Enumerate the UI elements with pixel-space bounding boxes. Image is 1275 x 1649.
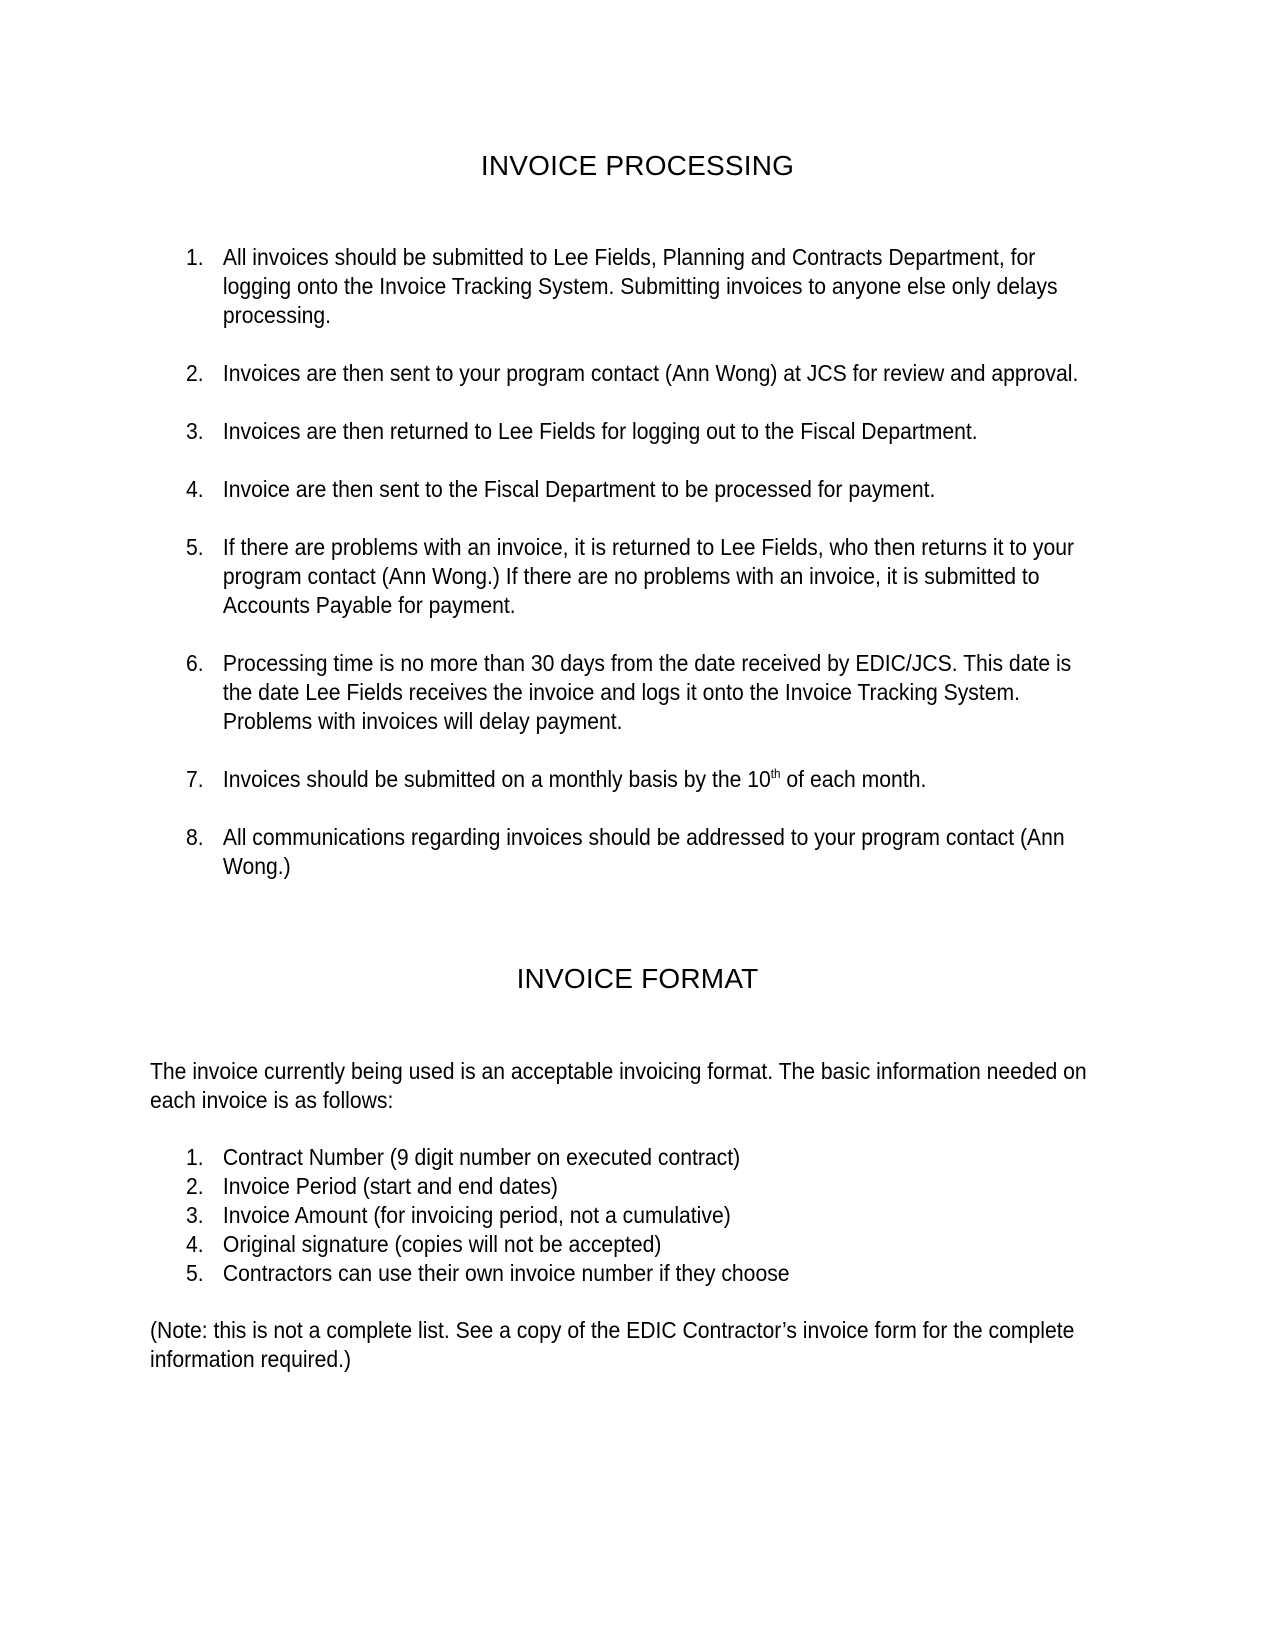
step-number: 7. bbox=[186, 766, 204, 792]
field-number: 5. bbox=[186, 1260, 204, 1286]
processing-step bbox=[186, 359, 1086, 388]
step-text-after: of each month. bbox=[780, 766, 927, 792]
processing-step bbox=[186, 823, 1086, 881]
processing-step bbox=[186, 533, 1086, 620]
step-text: Processing time is no more than 30 days from the date received by EDIC/JCS. This date is the date Lee Fields receives the invoice and logs it onto the Invoice Tracking System. Problems with invoices will delay payment. bbox=[222, 650, 1072, 734]
step-number: 6. bbox=[186, 650, 204, 676]
step-number: 5. bbox=[186, 534, 204, 560]
field-text: Original signature (copies will not be accepted) bbox=[222, 1231, 662, 1257]
field-number: 4. bbox=[186, 1231, 204, 1257]
step-text: Invoices are then sent to your program contact (Ann Wong) at JCS for review and approval. bbox=[222, 360, 1079, 386]
required-field bbox=[186, 1201, 1086, 1230]
field-number: 1. bbox=[186, 1144, 204, 1170]
invoice-format-note: (Note: this is not a complete list. See a copy of the EDIC Contractor’s invoice form for the complete information required.) bbox=[150, 1317, 1075, 1372]
required-field bbox=[186, 1172, 1086, 1201]
step-text: Invoice are then sent to the Fiscal Department to be processed for payment. bbox=[222, 476, 936, 502]
processing-step bbox=[186, 417, 1086, 446]
step-number: 3. bbox=[186, 418, 204, 444]
step-number: 1. bbox=[186, 244, 204, 270]
processing-step bbox=[186, 243, 1086, 330]
field-number: 2. bbox=[186, 1173, 204, 1199]
field-number: 3. bbox=[186, 1202, 204, 1228]
processing-step bbox=[186, 649, 1086, 736]
processing-step bbox=[186, 475, 1086, 504]
invoice-processing-heading: INVOICE PROCESSING bbox=[480, 150, 795, 181]
step-text: All invoices should be submitted to Lee Fields, Planning and Contracts Department, for logging onto the Invoice Tracking System. Submitting invoices to anyone else only delays processing. bbox=[222, 244, 1058, 328]
required-field bbox=[186, 1259, 1086, 1288]
invoice-format-heading: INVOICE FORMAT bbox=[516, 963, 759, 994]
step-text: If there are problems with an invoice, it is returned to Lee Fields, who then returns it to your program contact (Ann Wong.) If there are no problems with an invoice, it is submitted to Accounts Payable for payment. bbox=[222, 534, 1075, 618]
processing-steps-list bbox=[186, 243, 1086, 910]
required-field bbox=[186, 1230, 1086, 1259]
step-text-before: Invoices should be submitted on a monthly basis by the 10 bbox=[222, 766, 771, 792]
required-field bbox=[186, 1143, 1086, 1172]
field-text: Invoice Period (start and end dates) bbox=[222, 1173, 558, 1199]
field-text: Contractors can use their own invoice number if they choose bbox=[222, 1260, 790, 1286]
invoice-format-intro: The invoice currently being used is an acceptable invoicing format. The basic information needed on each invoice is as follows: bbox=[150, 1058, 1087, 1113]
required-fields-list bbox=[186, 1143, 1086, 1288]
step-text: Invoices are then returned to Lee Fields for logging out to the Fiscal Department. bbox=[222, 418, 978, 444]
field-text: Contract Number (9 digit number on executed contract) bbox=[222, 1144, 741, 1170]
ordinal-suffix: th bbox=[770, 766, 781, 781]
processing-step bbox=[186, 765, 1086, 794]
step-number: 8. bbox=[186, 824, 204, 850]
step-number: 4. bbox=[186, 476, 204, 502]
field-text: Invoice Amount (for invoicing period, not a cumulative) bbox=[222, 1202, 731, 1228]
step-text: All communications regarding invoices should be addressed to your program contact (Ann Wong.) bbox=[222, 824, 1065, 879]
step-number: 2. bbox=[186, 360, 204, 386]
